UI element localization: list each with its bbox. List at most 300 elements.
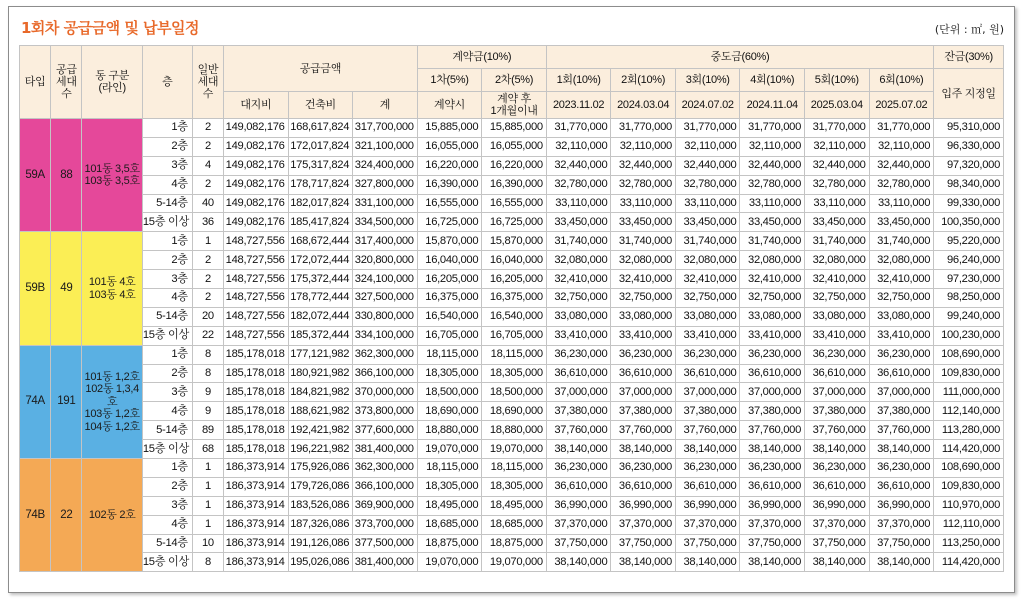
header-dep1-sub: 계약시 [417,92,482,119]
deposit-1-cell: 16,540,000 [417,307,482,326]
dong-cell [82,232,142,345]
general-count-cell: 9 [192,383,223,402]
middle-payment-5-cell: 37,000,000 [805,383,870,402]
middle-payment-4-cell: 37,370,000 [740,515,805,534]
building-cost-cell: 172,017,824 [288,137,353,156]
deposit-1-cell: 16,205,000 [417,270,482,289]
building-cost-cell: 182,072,444 [288,307,353,326]
deposit-2-cell: 16,555,000 [482,194,547,213]
header-supply-count: 공급 세대수 [51,46,82,119]
total-cost-cell: 377,500,000 [353,534,418,553]
deposit-1-cell: 18,880,000 [417,421,482,440]
general-count-cell: 2 [192,289,223,308]
header-mid-date-5: 2025.03.04 [805,92,870,119]
table-row [20,534,1004,553]
floor-cell: 4층 [142,289,192,308]
table-row [20,213,1004,232]
general-count-cell: 2 [192,137,223,156]
deposit-2-cell: 18,305,000 [482,477,547,496]
balance-cell: 114,420,000 [934,553,1004,572]
deposit-2-cell: 18,500,000 [482,383,547,402]
dong-line: 103동 4호 [88,288,136,301]
floor-cell: 4층 [142,175,192,194]
deposit-2-cell: 19,070,000 [482,553,547,572]
middle-payment-4-cell: 31,770,000 [740,119,805,138]
middle-payment-3-cell: 32,410,000 [675,270,740,289]
deposit-1-cell: 16,390,000 [417,175,482,194]
middle-payment-6-cell: 37,380,000 [869,402,934,421]
floor-cell: 4층 [142,515,192,534]
middle-payment-6-cell: 37,000,000 [869,383,934,402]
land-cost-cell: 149,082,176 [224,175,289,194]
total-cost-cell: 324,100,000 [353,270,418,289]
middle-payment-1-cell: 32,110,000 [546,137,611,156]
building-cost-cell: 188,621,982 [288,402,353,421]
deposit-1-cell: 18,115,000 [417,345,482,364]
total-cost-cell: 320,800,000 [353,251,418,270]
table-row [20,345,1004,364]
middle-payment-6-cell: 33,110,000 [869,194,934,213]
deposit-1-cell: 19,070,000 [417,553,482,572]
middle-payment-1-cell: 38,140,000 [546,440,611,459]
deposit-1-cell: 18,305,000 [417,477,482,496]
middle-payment-4-cell: 37,000,000 [740,383,805,402]
middle-payment-5-cell: 33,080,000 [805,307,870,326]
building-cost-cell: 192,421,982 [288,421,353,440]
middle-payment-6-cell: 37,370,000 [869,515,934,534]
middle-payment-1-cell: 36,230,000 [546,459,611,478]
middle-payment-2-cell: 37,380,000 [611,402,676,421]
header-building: 건축비 [288,92,353,119]
dong-line: 101동 3,5호 [84,162,140,175]
table-row [20,289,1004,308]
middle-payment-3-cell: 36,610,000 [675,364,740,383]
total-cost-cell: 324,400,000 [353,156,418,175]
building-cost-cell: 172,072,444 [288,251,353,270]
middle-payment-5-cell: 32,780,000 [805,175,870,194]
middle-payment-5-cell: 31,740,000 [805,232,870,251]
middle-payment-3-cell: 32,780,000 [675,175,740,194]
middle-payment-2-cell: 32,440,000 [611,156,676,175]
middle-payment-4-cell: 38,140,000 [740,553,805,572]
header-mid-date-4: 2024.11.04 [740,92,805,119]
total-cost-cell: 370,000,000 [353,383,418,402]
land-cost-cell: 149,082,176 [224,137,289,156]
middle-payment-2-cell: 38,140,000 [611,553,676,572]
total-cost-cell: 330,800,000 [353,307,418,326]
deposit-2-cell: 18,495,000 [482,496,547,515]
table-row [20,194,1004,213]
dong-line: 102동 2호 [88,508,136,521]
middle-payment-1-cell: 37,000,000 [546,383,611,402]
middle-payment-5-cell: 36,610,000 [805,364,870,383]
total-cost-cell: 317,700,000 [353,119,418,138]
building-cost-cell: 175,372,444 [288,270,353,289]
balance-cell: 96,330,000 [934,137,1004,156]
total-cost-cell: 321,100,000 [353,137,418,156]
building-cost-cell: 178,772,444 [288,289,353,308]
middle-payment-1-cell: 32,440,000 [546,156,611,175]
middle-payment-2-cell: 33,450,000 [611,213,676,232]
deposit-2-cell: 19,070,000 [482,440,547,459]
table-row [20,175,1004,194]
middle-payment-1-cell: 31,740,000 [546,232,611,251]
deposit-1-cell: 18,495,000 [417,496,482,515]
middle-payment-6-cell: 37,760,000 [869,421,934,440]
floor-cell: 5-14층 [142,534,192,553]
table-row [20,270,1004,289]
total-cost-cell: 373,700,000 [353,515,418,534]
middle-payment-5-cell: 32,410,000 [805,270,870,289]
header-dep2: 2차(5%) [482,69,547,92]
land-cost-cell: 186,373,914 [224,534,289,553]
middle-payment-3-cell: 33,110,000 [675,194,740,213]
deposit-2-cell: 16,375,000 [482,289,547,308]
header-dep2-sub: 계약 후 1개월이내 [482,92,547,119]
type-cell: 74A [20,345,51,458]
deposit-2-cell: 16,055,000 [482,137,547,156]
land-cost-cell: 186,373,914 [224,477,289,496]
table-row [20,440,1004,459]
middle-payment-6-cell: 37,750,000 [869,534,934,553]
middle-payment-6-cell: 36,610,000 [869,477,934,496]
middle-payment-3-cell: 36,990,000 [675,496,740,515]
middle-payment-1-cell: 36,990,000 [546,496,611,515]
middle-payment-3-cell: 33,450,000 [675,213,740,232]
table-row [20,383,1004,402]
land-cost-cell: 149,082,176 [224,156,289,175]
table-row [20,251,1004,270]
header-mid-2: 2회(10%) [611,69,676,92]
deposit-2-cell: 18,880,000 [482,421,547,440]
middle-payment-2-cell: 36,990,000 [611,496,676,515]
middle-payment-2-cell: 36,610,000 [611,477,676,496]
floor-cell: 3층 [142,156,192,175]
middle-payment-5-cell: 32,080,000 [805,251,870,270]
middle-payment-6-cell: 31,770,000 [869,119,934,138]
middle-payment-1-cell: 37,370,000 [546,515,611,534]
middle-payment-4-cell: 37,760,000 [740,421,805,440]
deposit-1-cell: 16,555,000 [417,194,482,213]
balance-cell: 112,110,000 [934,515,1004,534]
building-cost-cell: 179,726,086 [288,477,353,496]
building-cost-cell: 187,326,086 [288,515,353,534]
middle-payment-1-cell: 31,770,000 [546,119,611,138]
middle-payment-6-cell: 32,440,000 [869,156,934,175]
middle-payment-2-cell: 38,140,000 [611,440,676,459]
middle-payment-3-cell: 38,140,000 [675,440,740,459]
middle-payment-2-cell: 31,770,000 [611,119,676,138]
header-balance-sub: 입주 지정일 [934,69,1004,119]
table-header [20,46,1004,119]
general-count-cell: 1 [192,477,223,496]
floor-cell: 1층 [142,232,192,251]
middle-payment-5-cell: 37,750,000 [805,534,870,553]
deposit-1-cell: 16,375,000 [417,289,482,308]
table-row [20,307,1004,326]
balance-cell: 99,240,000 [934,307,1004,326]
floor-cell: 15층 이상 [142,213,192,232]
dong-cell [82,345,142,458]
general-count-cell: 1 [192,496,223,515]
land-cost-cell: 185,178,018 [224,421,289,440]
header-type: 타입 [20,46,51,119]
land-cost-cell: 148,727,556 [224,232,289,251]
total-cost-cell: 381,400,000 [353,440,418,459]
middle-payment-2-cell: 33,080,000 [611,307,676,326]
table-row [20,553,1004,572]
balance-cell: 95,220,000 [934,232,1004,251]
total-cost-cell: 366,100,000 [353,364,418,383]
middle-payment-2-cell: 37,760,000 [611,421,676,440]
supply-schedule-table [19,45,1004,572]
total-cost-cell: 373,800,000 [353,402,418,421]
general-count-cell: 1 [192,232,223,251]
land-cost-cell: 148,727,556 [224,251,289,270]
dong-line: 103동 3,5호 [84,175,140,188]
general-count-cell: 1 [192,459,223,478]
land-cost-cell: 186,373,914 [224,553,289,572]
middle-payment-4-cell: 32,110,000 [740,137,805,156]
middle-payment-6-cell: 36,610,000 [869,364,934,383]
balance-cell: 114,420,000 [934,440,1004,459]
total-cost-cell: 381,400,000 [353,553,418,572]
header-balance: 잔금(30%) [934,46,1004,69]
middle-payment-3-cell: 32,750,000 [675,289,740,308]
middle-payment-5-cell: 36,990,000 [805,496,870,515]
balance-cell: 98,250,000 [934,289,1004,308]
middle-payment-6-cell: 32,110,000 [869,137,934,156]
supply-count-cell: 49 [51,232,82,345]
middle-payment-5-cell: 36,230,000 [805,345,870,364]
dong-cell [82,459,142,572]
total-cost-cell: 366,100,000 [353,477,418,496]
floor-cell: 5-14층 [142,421,192,440]
dong-line: 101동 4호 [88,276,136,289]
middle-payment-5-cell: 38,140,000 [805,440,870,459]
floor-cell: 2층 [142,137,192,156]
middle-payment-5-cell: 38,140,000 [805,553,870,572]
table-row [20,137,1004,156]
building-cost-cell: 175,317,824 [288,156,353,175]
deposit-2-cell: 18,115,000 [482,459,547,478]
middle-payment-6-cell: 38,140,000 [869,440,934,459]
floor-cell: 2층 [142,251,192,270]
middle-payment-4-cell: 33,110,000 [740,194,805,213]
general-count-cell: 2 [192,119,223,138]
middle-payment-5-cell: 37,380,000 [805,402,870,421]
middle-payment-4-cell: 31,740,000 [740,232,805,251]
middle-payment-3-cell: 36,230,000 [675,459,740,478]
type-cell: 59A [20,119,51,232]
land-cost-cell: 149,082,176 [224,194,289,213]
building-cost-cell: 196,221,982 [288,440,353,459]
middle-payment-5-cell: 36,230,000 [805,459,870,478]
general-count-cell: 8 [192,364,223,383]
balance-cell: 99,330,000 [934,194,1004,213]
general-count-cell: 22 [192,326,223,345]
middle-payment-1-cell: 33,410,000 [546,326,611,345]
balance-cell: 96,240,000 [934,251,1004,270]
building-cost-cell: 184,821,982 [288,383,353,402]
header-mid-date-3: 2024.07.02 [675,92,740,119]
middle-payment-5-cell: 37,370,000 [805,515,870,534]
land-cost-cell: 149,082,176 [224,119,289,138]
land-cost-cell: 148,727,556 [224,326,289,345]
deposit-1-cell: 16,220,000 [417,156,482,175]
land-cost-cell: 185,178,018 [224,364,289,383]
middle-payment-3-cell: 37,000,000 [675,383,740,402]
header-supply-amount: 공급금액 [224,46,418,92]
general-count-cell: 2 [192,175,223,194]
middle-payment-6-cell: 32,410,000 [869,270,934,289]
floor-cell: 1층 [142,459,192,478]
middle-payment-1-cell: 37,750,000 [546,534,611,553]
land-cost-cell: 185,178,018 [224,383,289,402]
header-mid-date-1: 2023.11.02 [546,92,611,119]
balance-cell: 111,000,000 [934,383,1004,402]
header-total: 계 [353,92,418,119]
deposit-1-cell: 18,305,000 [417,364,482,383]
deposit-1-cell: 18,500,000 [417,383,482,402]
middle-payment-3-cell: 36,610,000 [675,477,740,496]
deposit-2-cell: 16,040,000 [482,251,547,270]
middle-payment-6-cell: 33,410,000 [869,326,934,345]
type-cell: 59B [20,232,51,345]
dong-line: 102동 1,3,4호 [85,383,139,408]
general-count-cell: 10 [192,534,223,553]
deposit-2-cell: 18,875,000 [482,534,547,553]
deposit-2-cell: 16,220,000 [482,156,547,175]
supply-count-cell: 22 [51,459,82,572]
middle-payment-5-cell: 32,750,000 [805,289,870,308]
total-cost-cell: 377,600,000 [353,421,418,440]
header-land: 대지비 [224,92,289,119]
general-count-cell: 89 [192,421,223,440]
land-cost-cell: 185,178,018 [224,345,289,364]
building-cost-cell: 191,126,086 [288,534,353,553]
middle-payment-6-cell: 31,740,000 [869,232,934,251]
land-cost-cell: 186,373,914 [224,459,289,478]
header-middle: 중도금(60%) [546,46,933,69]
deposit-2-cell: 15,885,000 [482,119,547,138]
building-cost-cell: 195,026,086 [288,553,353,572]
middle-payment-4-cell: 33,080,000 [740,307,805,326]
middle-payment-6-cell: 38,140,000 [869,553,934,572]
middle-payment-1-cell: 37,380,000 [546,402,611,421]
middle-payment-3-cell: 32,440,000 [675,156,740,175]
table-row [20,496,1004,515]
floor-cell: 15층 이상 [142,553,192,572]
balance-cell: 112,140,000 [934,402,1004,421]
deposit-2-cell: 16,205,000 [482,270,547,289]
middle-payment-2-cell: 36,610,000 [611,364,676,383]
building-cost-cell: 168,617,824 [288,119,353,138]
header-dong: 동 구분 (라인) [82,46,142,119]
middle-payment-6-cell: 33,080,000 [869,307,934,326]
total-cost-cell: 331,100,000 [353,194,418,213]
middle-payment-3-cell: 31,770,000 [675,119,740,138]
middle-payment-1-cell: 36,610,000 [546,477,611,496]
type-cell: 74B [20,459,51,572]
supply-count-cell: 88 [51,119,82,232]
total-cost-cell: 362,300,000 [353,345,418,364]
middle-payment-3-cell: 36,230,000 [675,345,740,364]
middle-payment-1-cell: 32,750,000 [546,289,611,308]
table-row [20,515,1004,534]
floor-cell: 1층 [142,345,192,364]
middle-payment-6-cell: 36,990,000 [869,496,934,515]
table-row [20,477,1004,496]
middle-payment-3-cell: 37,760,000 [675,421,740,440]
deposit-1-cell: 19,070,000 [417,440,482,459]
header-floor: 층 [142,46,192,119]
middle-payment-3-cell: 32,110,000 [675,137,740,156]
header-mid-5: 5회(10%) [805,69,870,92]
deposit-2-cell: 16,725,000 [482,213,547,232]
middle-payment-6-cell: 32,080,000 [869,251,934,270]
middle-payment-2-cell: 32,080,000 [611,251,676,270]
middle-payment-5-cell: 33,110,000 [805,194,870,213]
building-cost-cell: 168,672,444 [288,232,353,251]
balance-cell: 98,340,000 [934,175,1004,194]
middle-payment-5-cell: 32,110,000 [805,137,870,156]
building-cost-cell: 183,526,086 [288,496,353,515]
building-cost-cell: 175,926,086 [288,459,353,478]
table-row [20,326,1004,345]
document-frame [8,6,1015,593]
table-row [20,232,1004,251]
middle-payment-1-cell: 33,080,000 [546,307,611,326]
general-count-cell: 36 [192,213,223,232]
middle-payment-4-cell: 32,080,000 [740,251,805,270]
floor-cell: 4층 [142,402,192,421]
balance-cell: 109,830,000 [934,477,1004,496]
middle-payment-4-cell: 36,610,000 [740,364,805,383]
balance-cell: 108,690,000 [934,345,1004,364]
header-mid-date-2: 2024.03.04 [611,92,676,119]
middle-payment-5-cell: 36,610,000 [805,477,870,496]
deposit-1-cell: 18,115,000 [417,459,482,478]
middle-payment-6-cell: 36,230,000 [869,345,934,364]
land-cost-cell: 148,727,556 [224,270,289,289]
deposit-2-cell: 16,705,000 [482,326,547,345]
building-cost-cell: 180,921,982 [288,364,353,383]
middle-payment-1-cell: 37,760,000 [546,421,611,440]
middle-payment-5-cell: 32,440,000 [805,156,870,175]
middle-payment-2-cell: 31,740,000 [611,232,676,251]
floor-cell: 15층 이상 [142,440,192,459]
balance-cell: 108,690,000 [934,459,1004,478]
middle-payment-3-cell: 33,080,000 [675,307,740,326]
general-count-cell: 68 [192,440,223,459]
land-cost-cell: 186,373,914 [224,496,289,515]
header-mid-1: 1회(10%) [546,69,611,92]
middle-payment-2-cell: 37,750,000 [611,534,676,553]
middle-payment-5-cell: 31,770,000 [805,119,870,138]
middle-payment-1-cell: 33,110,000 [546,194,611,213]
floor-cell: 15층 이상 [142,326,192,345]
deposit-1-cell: 18,690,000 [417,402,482,421]
middle-payment-5-cell: 33,410,000 [805,326,870,345]
table-row [20,364,1004,383]
land-cost-cell: 148,727,556 [224,307,289,326]
middle-payment-6-cell: 33,450,000 [869,213,934,232]
general-count-cell: 20 [192,307,223,326]
balance-cell: 97,320,000 [934,156,1004,175]
middle-payment-4-cell: 32,780,000 [740,175,805,194]
middle-payment-3-cell: 38,140,000 [675,553,740,572]
